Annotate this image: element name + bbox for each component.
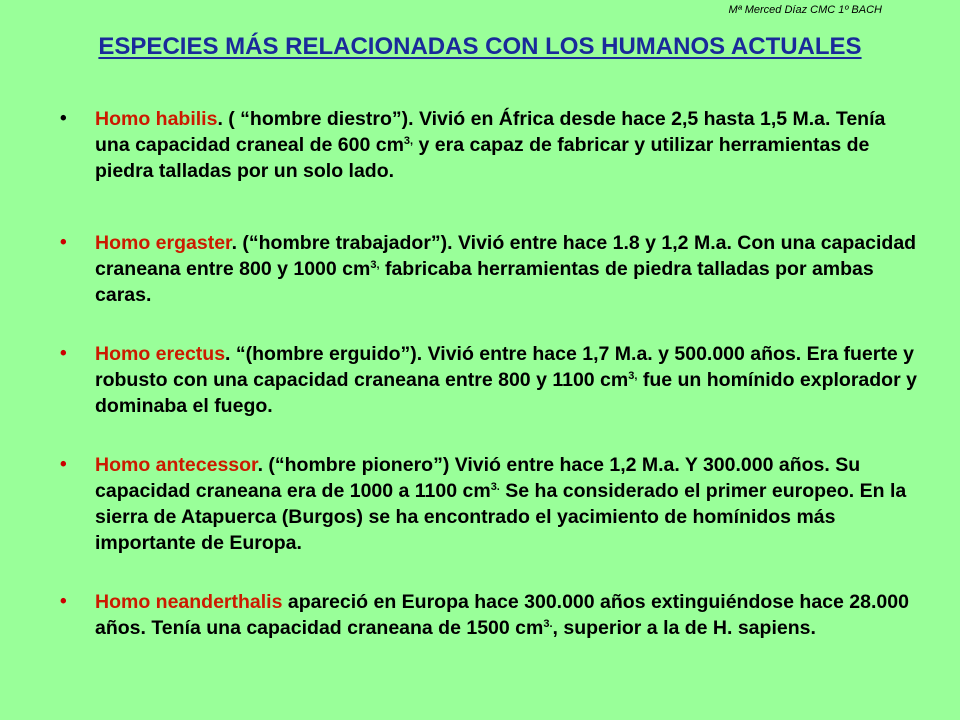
species-name: Homo habilis — [95, 108, 218, 130]
bullet-icon: • — [60, 454, 67, 475]
superscript: 3. — [543, 618, 553, 630]
species-description-cont: Se ha considerado el primer europeo. En la sierra de Atapuerca (Burgos) se ha encontrado el yacimiento de homínidos más importante de Europa. — [95, 480, 907, 554]
species-description-cont: , superior a la de H. sapiens. — [552, 617, 816, 639]
author-credit: Mª Merced Díaz CMC 1º BACH — [728, 4, 882, 16]
bullet-icon: • — [60, 108, 67, 129]
superscript: 3. — [490, 481, 500, 493]
list-item-homo-neanderthalis — [58, 589, 920, 641]
species-list — [58, 106, 920, 674]
bullet-icon: • — [60, 232, 67, 253]
species-description: . ( “hombre diestro”). Vivió en África desde hace 2,5 hasta 1,5 M.a. Tenía una capacidad craneal de 600 cm — [95, 108, 886, 156]
species-name: Homo antecessor — [95, 454, 258, 476]
species-description-cont: fue un homínido explorador y dominaba el fuego. — [95, 369, 917, 417]
superscript: 3, — [370, 259, 380, 271]
species-description: apareció en Europa hace 300.000 años extinguiéndose hace 28.000 años. Tenía una capacidad craneana de 1500 cm — [95, 591, 909, 639]
bullet-icon: • — [60, 343, 67, 364]
list-item-homo-habilis — [58, 106, 920, 184]
superscript: 3, — [403, 135, 414, 147]
list-item-homo-antecessor — [58, 452, 920, 556]
species-description: . (“hombre pionero”) Vivió entre hace 1,2 M.a. Y 300.000 años. Su capacidad craneana era de 1000 a 1100 cm — [95, 454, 861, 502]
species-name: Homo ergaster — [95, 232, 232, 254]
bullet-icon: • — [60, 591, 67, 612]
list-item-homo-erectus — [58, 341, 920, 419]
species-description-cont: fabricaba herramientas de piedra talladas por ambas caras. — [95, 258, 874, 306]
species-description-cont: y era capaz de fabricar y utilizar herramientas de piedra talladas por un solo lado. — [95, 134, 870, 182]
list-item-homo-ergaster — [58, 230, 920, 308]
species-name: Homo erectus — [95, 343, 226, 365]
page-title: ESPECIES MÁS RELACIONADAS CON LOS HUMANOS ACTUALES — [98, 33, 862, 60]
species-name: Homo neanderthalis — [95, 591, 283, 613]
species-description: . (“hombre trabajador”). Vivió entre hace 1.8 y 1,2 M.a. Con una capacidad craneana entre 800 y 1000 cm — [95, 232, 917, 280]
superscript: 3, — [628, 370, 638, 382]
species-description: . “(hombre erguido”). Vivió entre hace 1,7 M.a. y 500.000 años. Era fuerte y robusto con una capacidad craneana entre 800 y 1100 cm — [95, 343, 914, 391]
